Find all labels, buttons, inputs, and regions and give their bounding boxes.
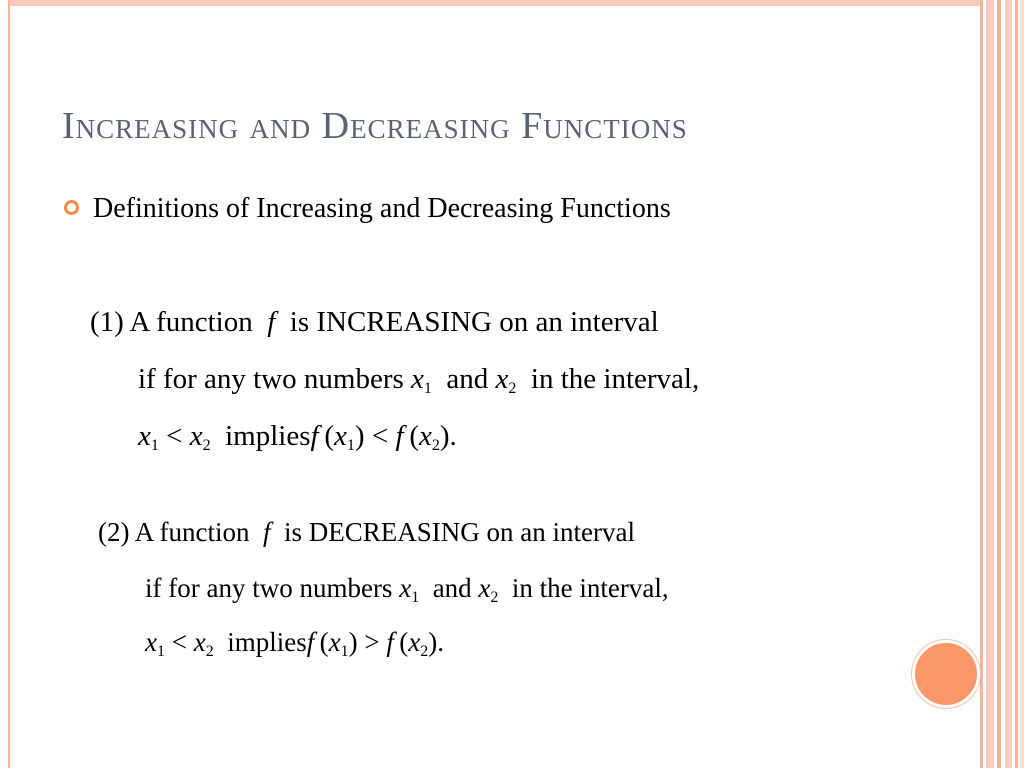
bullet-icon xyxy=(64,200,79,215)
def2-number: (2) xyxy=(98,517,130,547)
def1-in-interval: in the interval, xyxy=(530,363,700,395)
def2-line1 xyxy=(98,514,635,550)
def1-text: A function xyxy=(129,306,253,338)
def2-paren: ( xyxy=(319,627,329,657)
def2-f: f xyxy=(263,517,271,547)
decorative-stripe xyxy=(980,0,983,768)
def2-and: and xyxy=(432,573,472,603)
def2-line2 xyxy=(145,570,669,616)
decorative-stripe xyxy=(1015,0,1018,768)
def2-text: A function xyxy=(134,517,250,547)
def1-f: f xyxy=(310,420,319,452)
def2-end: ). xyxy=(428,627,444,657)
def2-f: f xyxy=(386,627,394,657)
def1-paren: ( xyxy=(409,420,419,452)
def1-x1: x xyxy=(138,420,151,452)
def2-sub1: 1 xyxy=(411,589,420,606)
def1-line3 xyxy=(138,418,457,464)
def1-number: (1) xyxy=(90,306,124,338)
decorative-stripe xyxy=(1005,0,1012,768)
decorative-circle xyxy=(912,640,980,708)
decorative-stripe xyxy=(997,0,1001,768)
def2-sub2: 2 xyxy=(205,643,214,660)
def2-sub2: 2 xyxy=(490,589,499,606)
def1-line1 xyxy=(90,304,659,340)
def2-in-interval: in the interval, xyxy=(511,573,669,603)
def1-line2 xyxy=(138,361,699,407)
def1-x2: x xyxy=(495,363,509,395)
def1-x2: x xyxy=(419,420,432,452)
bullet-text: Definitions of Increasing and Decreasing Functions xyxy=(93,193,671,224)
def1-x1: x xyxy=(411,363,424,395)
def1-and: and xyxy=(446,363,489,395)
def1-f: f xyxy=(395,420,404,452)
def1-x1: x xyxy=(334,420,347,452)
def1-if-text: if for any two numbers xyxy=(138,363,404,395)
def1-sub2: 2 xyxy=(431,437,440,454)
def1-x2: x xyxy=(189,420,203,452)
def1-end: ). xyxy=(439,420,457,452)
def2-f: f xyxy=(306,627,315,657)
def1-sub1: 1 xyxy=(423,380,432,397)
def2-x2: x xyxy=(408,627,421,657)
def1-is-increasing: is INCREASING on an interval xyxy=(289,306,659,338)
def2-relation: > xyxy=(364,627,380,657)
def1-sub2: 2 xyxy=(202,437,211,454)
def2-sub2: 2 xyxy=(420,643,429,660)
def1-lt: < xyxy=(166,420,183,452)
def2-x1: x xyxy=(399,573,412,603)
decorative-stripe xyxy=(1020,0,1024,768)
def2-line3 xyxy=(145,624,444,670)
def2-implies: implies xyxy=(227,627,307,657)
def2-x1: x xyxy=(145,627,157,657)
decorative-stripe xyxy=(986,0,994,768)
def2-paren: ) xyxy=(348,627,358,657)
def2-sub1: 1 xyxy=(156,643,165,660)
def2-is-decreasing: is DECREASING on an interval xyxy=(284,517,635,547)
def2-paren: ( xyxy=(399,627,409,657)
def2-if-text: if for any two numbers xyxy=(145,573,393,603)
def1-sub2: 2 xyxy=(508,380,517,397)
def2-sub1: 1 xyxy=(340,643,349,660)
def1-relation: < xyxy=(371,420,389,452)
def1-paren: ) xyxy=(354,420,365,452)
def1-implies: implies xyxy=(225,420,311,452)
def1-sub1: 1 xyxy=(346,437,355,454)
def2-x2: x xyxy=(193,627,206,657)
def1-paren: ( xyxy=(324,420,335,452)
def2-x1: x xyxy=(328,627,341,657)
def2-x2: x xyxy=(478,573,491,603)
def1-sub1: 1 xyxy=(150,437,159,454)
def1-f: f xyxy=(267,306,276,338)
slide-title: Increasing and Decreasing Functions xyxy=(62,105,688,147)
def2-lt: < xyxy=(171,627,187,657)
